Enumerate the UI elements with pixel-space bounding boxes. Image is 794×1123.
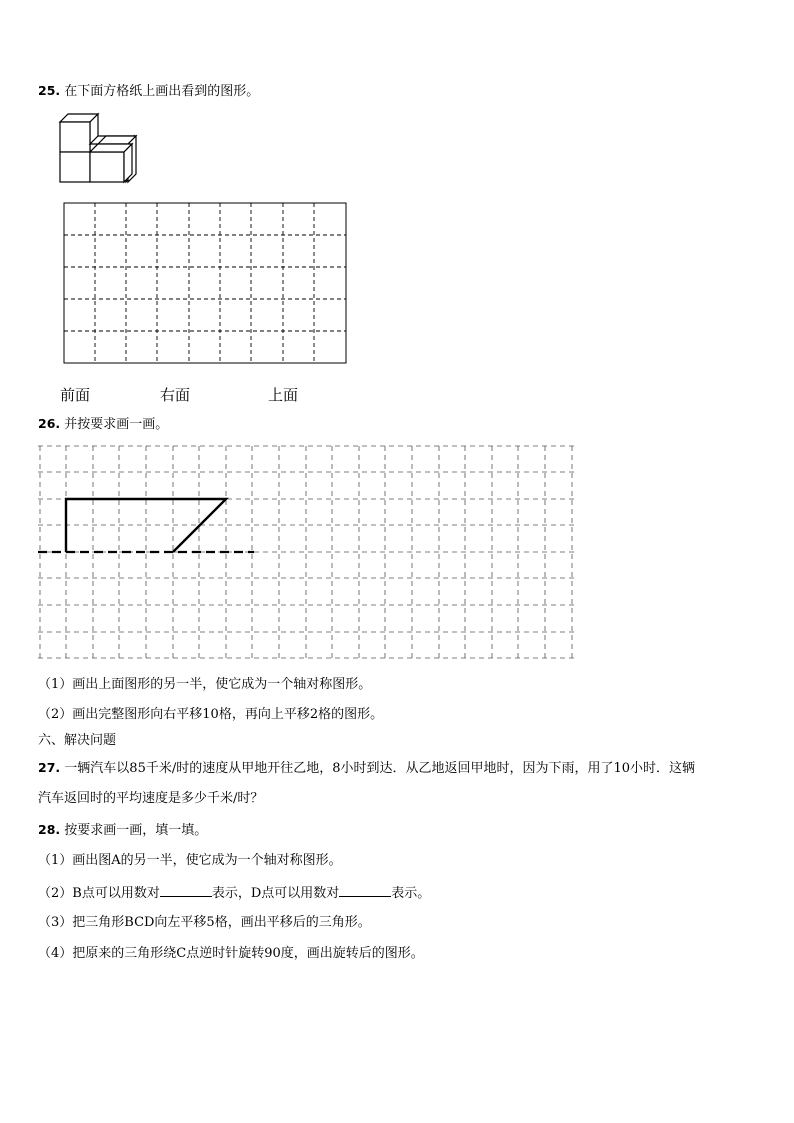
- q27-text-1: 一辆汽车以85千米/时的速度从甲地开往乙地，8小时到达．从乙地返回甲地时，因为下雨，用了10小时．这辆: [64, 761, 696, 776]
- cube-figure: [56, 112, 140, 186]
- view-label-front: 前面: [60, 386, 91, 404]
- q26-sub2: （2）画出完整图形向右平移10格，再向上平移2格的图形。: [38, 707, 384, 722]
- q28-text: 按要求画一画，填一填。: [64, 823, 208, 838]
- q26-number: 26.: [38, 416, 61, 431]
- q25-number: 25.: [38, 83, 61, 98]
- q25-prompt: [38, 83, 259, 100]
- q26-prompt: [38, 416, 168, 433]
- q26-grid[interactable]: [36, 444, 576, 664]
- q28-sub2: [38, 884, 430, 902]
- answer-blank-b[interactable]: [160, 884, 212, 897]
- q28-sub3: （3）把三角形BCD向左平移5格，画出平移后的三角形。: [38, 915, 371, 930]
- q28-number: 28.: [38, 822, 61, 837]
- section-heading: 六、解决问题: [38, 733, 117, 748]
- q27-line2: 汽车返回时的平均速度是多少千米/时？: [38, 791, 264, 806]
- q28-sub4: （4）把原来的三角形绕C点逆时针旋转90度，画出旋转后的图形。: [38, 946, 424, 961]
- view-label-top: 上面: [268, 386, 299, 404]
- half-shape: [66, 499, 226, 552]
- view-label-right: 右面: [160, 386, 191, 404]
- q25-grid[interactable]: [63, 202, 347, 364]
- q28-prompt: [38, 822, 207, 839]
- q28-sub1: （1）画出图A的另一半，使它成为一个轴对称图形。: [38, 853, 342, 868]
- q28-sub2-part-c: 表示。: [391, 886, 431, 901]
- q25-text: 在下面方格纸上画出看到的图形。: [64, 84, 260, 99]
- q27-line1: [38, 760, 695, 777]
- q28-sub2-part-a: （2）B点可以用数对: [38, 886, 160, 901]
- q28-sub2-part-b: 表示，D点可以用数对: [211, 886, 340, 901]
- q26-text: 并按要求画一画。: [64, 417, 169, 432]
- q27-number: 27.: [38, 760, 61, 775]
- answer-blank-d[interactable]: [339, 884, 391, 897]
- q26-sub1: （1）画出上面图形的另一半，使它成为一个轴对称图形。: [38, 677, 372, 692]
